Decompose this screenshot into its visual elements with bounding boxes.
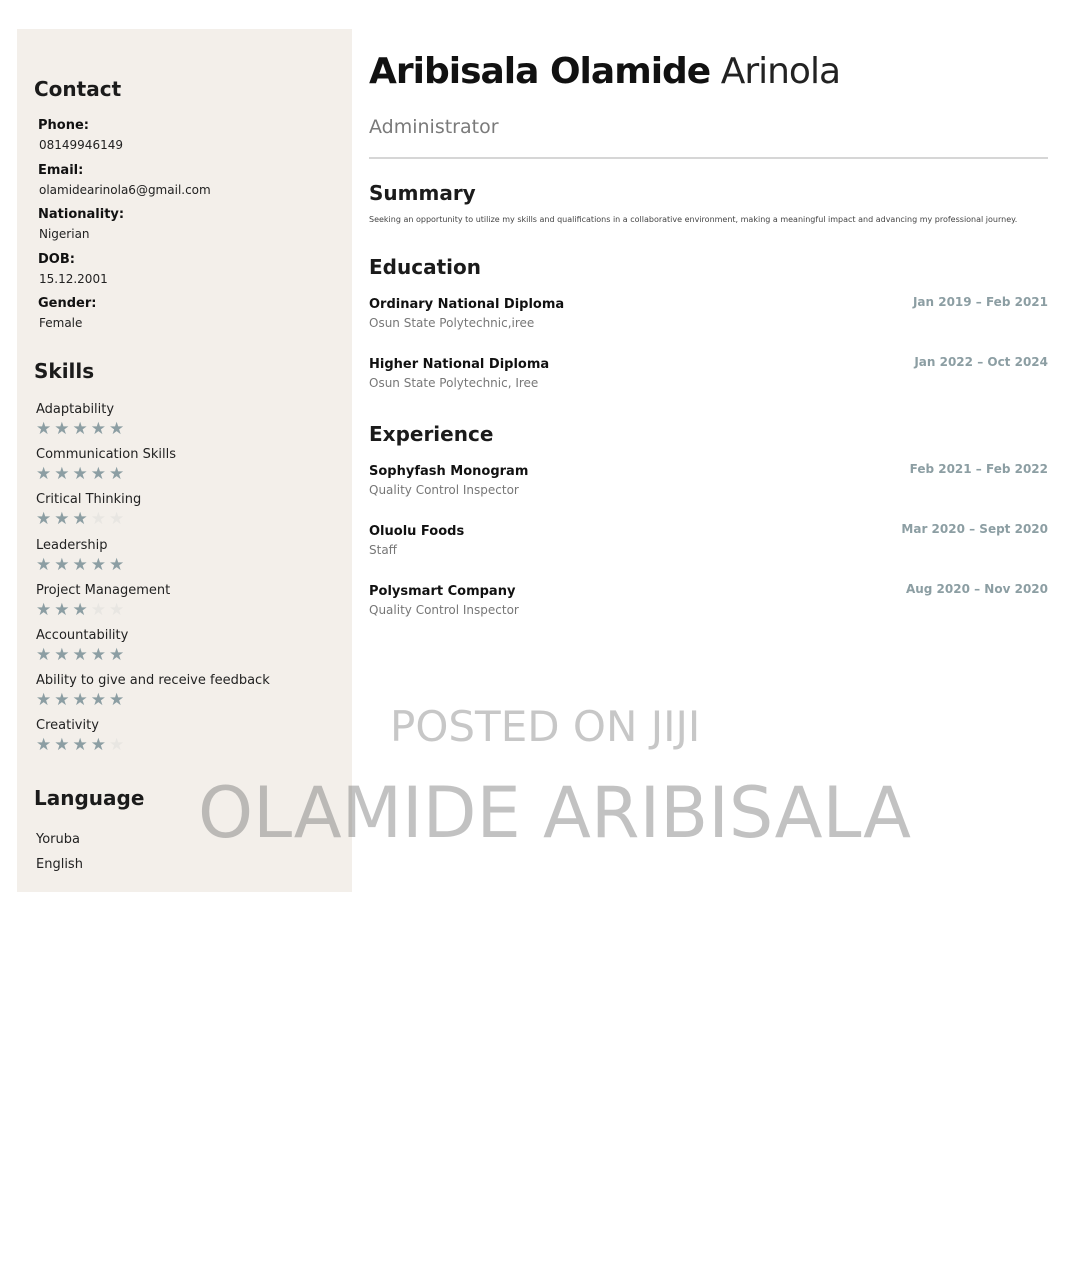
entry-title: Oluolu Foods: [369, 524, 465, 539]
entry-subtitle: Osun State Polytechnic,iree: [369, 316, 535, 330]
star-filled-icon: ★: [90, 554, 107, 575]
entry-date: Jan 2019 – Feb 2021: [912, 295, 1048, 309]
skill-name: Communication Skills: [36, 447, 176, 463]
contact-item-phone: [38, 117, 338, 162]
language-item: Yoruba: [36, 832, 80, 847]
skills-list: [36, 401, 346, 763]
star-filled-icon: ★: [54, 419, 71, 439]
star-filled-icon: ★: [36, 644, 53, 665]
entry-title: Polysmart Company: [369, 584, 516, 599]
entry-date: Mar 2020 – Sept 2020: [901, 522, 1048, 536]
star-filled-icon: ★: [54, 554, 71, 575]
star-filled-icon: ★: [72, 644, 89, 665]
entry-date: Feb 2021 – Feb 2022: [909, 462, 1048, 476]
contact-item-gender: [38, 295, 338, 340]
star-filled-icon: ★: [72, 735, 89, 756]
divider: [369, 157, 1048, 159]
star-rating: [36, 554, 346, 576]
contact-label: Nationality:: [38, 207, 125, 222]
skills-heading: Skills: [34, 359, 95, 383]
contact-label: Phone:: [38, 118, 89, 133]
star-filled-icon: ★: [36, 599, 53, 620]
star-filled-icon: ★: [54, 644, 71, 665]
star-filled-icon: ★: [90, 735, 107, 756]
star-rating: [36, 644, 346, 666]
entry-subtitle: Quality Control Inspector: [369, 603, 519, 617]
star-rating: [36, 734, 346, 756]
skill-item: [36, 582, 346, 627]
name-bold: Aribisala Olamide: [369, 51, 711, 92]
experience-entry: [369, 464, 1048, 504]
contact-item-email: [38, 162, 338, 207]
skill-name: Critical Thinking: [36, 492, 142, 508]
star-rating: [36, 418, 346, 440]
contact-list: [38, 117, 338, 340]
star-empty-icon: ★: [109, 509, 126, 530]
star-filled-icon: ★: [36, 690, 53, 711]
star-filled-icon: ★: [54, 735, 71, 756]
entry-title: Higher National Diploma: [369, 357, 550, 372]
entry-subtitle: Osun State Polytechnic, Iree: [369, 376, 539, 390]
star-filled-icon: ★: [90, 690, 107, 711]
language-heading: Language: [34, 786, 145, 810]
star-filled-icon: ★: [72, 419, 89, 439]
entry-title: Ordinary National Diploma: [369, 297, 565, 312]
watermark-line-1: POSTED ON JIJI: [390, 702, 701, 751]
skill-name: Creativity: [36, 718, 99, 734]
star-filled-icon: ★: [36, 509, 53, 530]
skill-name: Leadership: [36, 537, 108, 553]
skill-item: [36, 491, 346, 536]
skill-item: [36, 537, 346, 582]
skill-name: Adaptability: [36, 402, 115, 417]
star-filled-icon: ★: [54, 509, 71, 530]
star-filled-icon: ★: [36, 554, 53, 575]
contact-value: Female: [39, 316, 83, 330]
star-filled-icon: ★: [36, 735, 53, 756]
experience-heading: Experience: [369, 422, 494, 446]
contact-label: Gender:: [38, 296, 97, 311]
contact-item-dob: [38, 251, 338, 296]
star-filled-icon: ★: [109, 464, 126, 485]
star-rating: [36, 508, 346, 530]
language-list: [36, 827, 83, 877]
skill-name: Ability to give and receive feedback: [36, 673, 270, 689]
star-empty-icon: ★: [90, 599, 107, 620]
skill-item: [36, 672, 346, 717]
summary-heading: Summary: [369, 181, 476, 205]
star-filled-icon: ★: [72, 464, 89, 485]
star-empty-icon: ★: [109, 735, 126, 756]
contact-label: DOB:: [38, 251, 75, 267]
summary-text: Seeking an opportunity to utilize my skills and qualifications in a collaborative environment, making a meaningful impact and advancing my professional journey.: [369, 215, 1018, 224]
star-rating: [36, 689, 346, 711]
star-filled-icon: ★: [72, 690, 89, 711]
skill-item: [36, 446, 346, 491]
star-empty-icon: ★: [90, 509, 107, 530]
star-filled-icon: ★: [72, 509, 89, 530]
skill-item: [36, 401, 346, 446]
entry-subtitle: Quality Control Inspector: [369, 483, 519, 497]
star-filled-icon: ★: [90, 419, 107, 439]
skill-item: [36, 627, 346, 672]
job-role: Administrator: [369, 116, 499, 138]
contact-label: Email:: [38, 162, 84, 178]
star-filled-icon: ★: [109, 644, 126, 665]
education-entry: [369, 297, 1048, 337]
star-filled-icon: ★: [109, 419, 126, 439]
star-filled-icon: ★: [109, 690, 126, 711]
contact-value: 15.12.2001: [39, 271, 108, 286]
experience-entry: [369, 584, 1048, 624]
experience-entry: [369, 524, 1048, 564]
star-filled-icon: ★: [109, 554, 126, 575]
star-rating: [36, 599, 346, 621]
watermark-line-2: OLAMIDE ARIBISALA: [198, 772, 911, 854]
education-entry: [369, 357, 1048, 397]
star-filled-icon: ★: [90, 464, 107, 485]
star-filled-icon: ★: [36, 419, 53, 439]
skill-item: [36, 717, 346, 762]
contact-heading: Contact: [34, 77, 122, 101]
entry-date: Jan 2022 – Oct 2024: [914, 355, 1048, 369]
star-filled-icon: ★: [72, 554, 89, 575]
full-name: [369, 52, 840, 92]
star-filled-icon: ★: [90, 644, 107, 665]
star-filled-icon: ★: [54, 599, 71, 620]
star-rating: [36, 463, 346, 485]
entry-date: Aug 2020 – Nov 2020: [905, 582, 1048, 596]
name-light: Arinola: [720, 51, 841, 92]
star-filled-icon: ★: [36, 464, 53, 485]
skill-name: Accountability: [36, 627, 129, 643]
contact-value: 08149946149: [39, 138, 123, 152]
star-empty-icon: ★: [109, 599, 126, 620]
entry-subtitle: Staff: [369, 543, 397, 557]
entry-title: Sophyfash Monogram: [369, 464, 529, 479]
star-filled-icon: ★: [54, 690, 71, 711]
contact-value: olamidearinola6@gmail.com: [39, 182, 211, 197]
education-heading: Education: [369, 255, 481, 279]
contact-item-nationality: [38, 206, 338, 251]
star-filled-icon: ★: [72, 599, 89, 620]
contact-value: Nigerian: [39, 227, 90, 241]
skill-name: Project Management: [36, 582, 171, 598]
language-item: English: [36, 857, 83, 872]
sidebar: [17, 29, 352, 892]
star-filled-icon: ★: [54, 464, 71, 485]
